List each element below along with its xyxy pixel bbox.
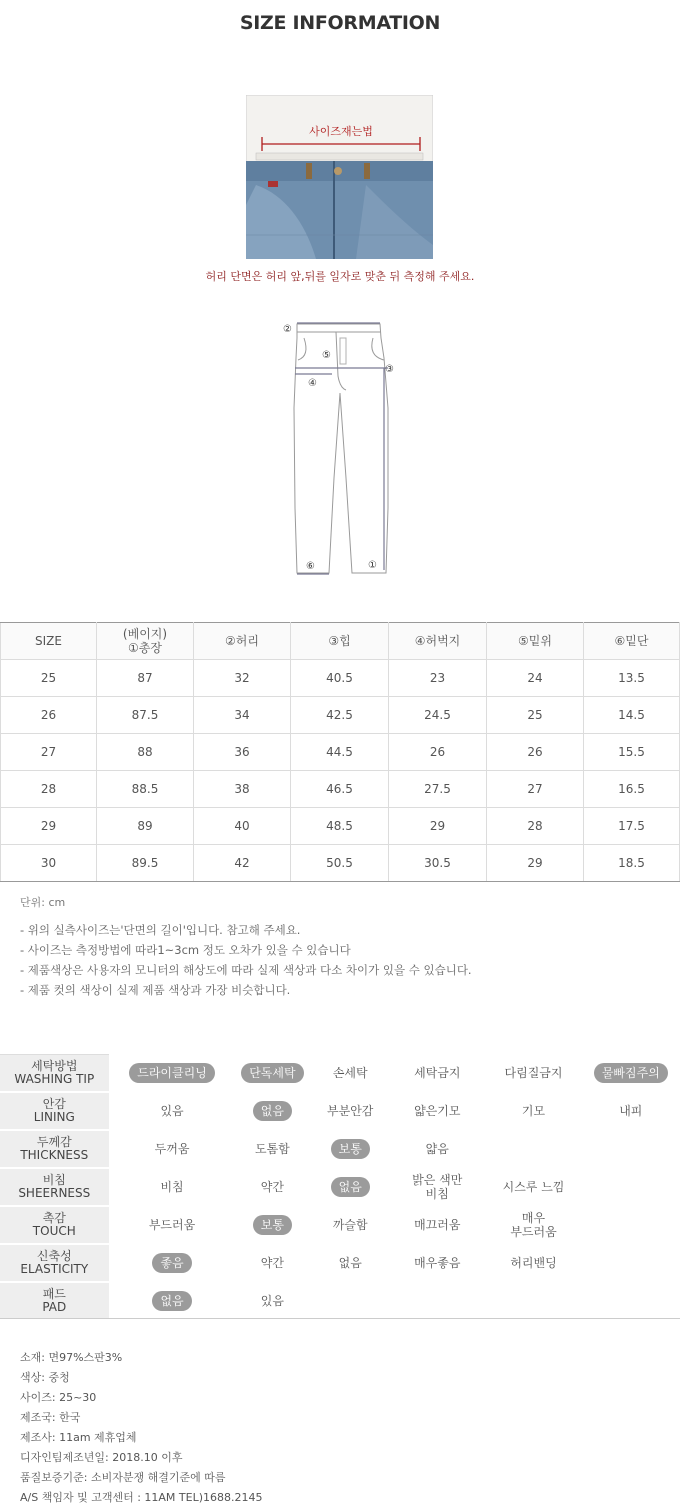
fabric-option-cell <box>311 1168 389 1206</box>
fabric-label-ko: 비침 <box>42 1173 66 1187</box>
fabric-option-cell <box>233 1055 311 1093</box>
fabric-option-cell <box>389 1168 485 1206</box>
header-waist: ②허리 <box>194 623 291 660</box>
page-title: SIZE INFORMATION <box>239 12 441 34</box>
table-cell: 50.5 <box>291 845 389 882</box>
selected-option-badge: 없음 <box>331 1177 370 1197</box>
fabric-option-cell <box>110 1244 234 1282</box>
option-label: 없음 <box>338 1256 362 1270</box>
table-cell: 15.5 <box>584 734 680 771</box>
selected-option-badge: 단독세탁 <box>241 1063 303 1083</box>
fabric-option-cell <box>582 1168 680 1206</box>
fabric-option-cell <box>485 1055 581 1093</box>
info-as-center: A/S 책임자 및 고객센터 : 11AM TEL)1688.2145 <box>20 1491 263 1504</box>
measure-caption: 사이즈재는법 <box>309 125 373 138</box>
fabric-row <box>0 1055 680 1093</box>
fabric-label-ko: 안감 <box>42 1097 66 1111</box>
table-cell: 27 <box>487 771 584 808</box>
option-label: 시스루 느낌 <box>502 1180 565 1194</box>
table-row <box>1 660 680 697</box>
info-size: 사이즈: 25~30 <box>20 1391 97 1404</box>
fabric-row <box>0 1206 680 1244</box>
fabric-option-cell <box>389 1244 485 1282</box>
info-date: 디자인팀제조년일: 2018.10 이후 <box>20 1451 183 1464</box>
unit-label: 단위: cm <box>20 896 66 909</box>
table-cell: 34 <box>194 697 291 734</box>
header-rise: ⑤밑위 <box>487 623 584 660</box>
info-maker: 제조사: 11am 제휴업체 <box>20 1431 137 1444</box>
fabric-label-en: TOUCH <box>32 1224 76 1238</box>
selected-option-badge: 보통 <box>331 1139 370 1159</box>
option-label: 있음 <box>260 1294 284 1308</box>
fabric-option-cell <box>110 1055 234 1093</box>
table-cell: 38 <box>194 771 291 808</box>
fabric-option-cell <box>311 1282 389 1320</box>
option-label: 비침 <box>160 1180 184 1194</box>
table-row <box>1 734 680 771</box>
table-cell: 27.5 <box>389 771 487 808</box>
table-cell: 28 <box>487 808 584 845</box>
diagram-label-thigh: ④ <box>308 378 317 389</box>
table-row <box>1 808 680 845</box>
table-cell: 27 <box>1 734 97 771</box>
fabric-option-cell <box>110 1092 234 1130</box>
product-info <box>20 1348 263 1508</box>
table-cell: 25 <box>1 660 97 697</box>
fabric-option-cell <box>311 1206 389 1244</box>
selected-option-badge: 드라이클리닝 <box>129 1063 215 1083</box>
table-cell: 44.5 <box>291 734 389 771</box>
table-cell: 18.5 <box>584 845 680 882</box>
option-label: 약간 <box>260 1180 284 1194</box>
option-label: 매우좋음 <box>414 1256 461 1270</box>
table-cell: 40.5 <box>291 660 389 697</box>
table-cell: 14.5 <box>584 697 680 734</box>
note-item: - 제품 컷의 색상이 실제 제품 색상과 가장 비슷합니다. <box>20 983 291 997</box>
diagram-label-hip: ③ <box>385 364 394 375</box>
note-item: - 사이즈는 측정방법에 따라1~3cm 정도 오차가 있을 수 있습니다 <box>20 943 351 957</box>
fabric-label-en: THICKNESS <box>20 1148 89 1162</box>
option-label: 두꺼움 <box>154 1142 190 1156</box>
table-cell: 46.5 <box>291 771 389 808</box>
fabric-label-ko: 신축성 <box>36 1249 72 1263</box>
table-cell: 29 <box>389 808 487 845</box>
header-length-label: ①총장 <box>128 641 162 655</box>
table-cell: 32 <box>194 660 291 697</box>
fabric-option-cell <box>582 1092 680 1130</box>
option-label: 매끄러움 <box>414 1218 461 1232</box>
option-label: 다림질금지 <box>504 1065 563 1080</box>
fabric-option-cell <box>110 1168 234 1206</box>
fabric-option-cell <box>582 1130 680 1168</box>
fabric-option-cell <box>485 1282 581 1320</box>
option-label: 까슬함 <box>332 1218 368 1232</box>
table-cell: 36 <box>194 734 291 771</box>
fabric-option-cell <box>311 1244 389 1282</box>
fabric-option-cell <box>582 1055 680 1093</box>
selected-option-badge: 없음 <box>152 1291 191 1311</box>
fabric-label-ko: 촉감 <box>42 1211 66 1225</box>
table-cell: 88 <box>97 734 194 771</box>
option-label: 매우 부드러움 <box>510 1211 557 1239</box>
table-cell: 13.5 <box>584 660 680 697</box>
info-country: 제조국: 한국 <box>20 1411 81 1424</box>
selected-option-badge: 좋음 <box>152 1253 191 1273</box>
fabric-option-cell <box>110 1206 234 1244</box>
fabric-row-header <box>0 1092 110 1130</box>
fabric-row-header <box>0 1130 110 1168</box>
divider <box>0 1318 680 1319</box>
table-cell: 42 <box>194 845 291 882</box>
fabric-option-cell <box>389 1130 485 1168</box>
fabric-option-cell <box>582 1282 680 1320</box>
table-cell: 87 <box>97 660 194 697</box>
fabric-row-header <box>0 1168 110 1206</box>
fabric-label-ko: 세탁방법 <box>31 1059 78 1073</box>
info-color: 색상: 중청 <box>20 1371 70 1384</box>
selected-option-badge: 없음 <box>253 1101 292 1121</box>
fabric-option-cell <box>582 1244 680 1282</box>
fabric-info-table <box>0 1054 680 1321</box>
table-cell: 24.5 <box>389 697 487 734</box>
fabric-option-cell <box>233 1092 311 1130</box>
fabric-row <box>0 1244 680 1282</box>
table-cell: 42.5 <box>291 697 389 734</box>
table-cell: 40 <box>194 808 291 845</box>
table-cell: 25 <box>487 697 584 734</box>
table-row <box>1 771 680 808</box>
header-hem: ⑥밑단 <box>584 623 680 660</box>
measure-note: 허리 단면은 허리 앞,뒤를 일자로 맞춘 뒤 측정해 주세요. <box>205 270 475 283</box>
diagram-label-length: ① <box>368 560 377 571</box>
header-color-note: (베이지) <box>122 627 168 641</box>
fabric-option-cell <box>110 1130 234 1168</box>
table-cell: 17.5 <box>584 808 680 845</box>
fabric-row <box>0 1168 680 1206</box>
table-cell: 24 <box>487 660 584 697</box>
option-label: 얇은기모 <box>414 1104 461 1118</box>
fabric-option-cell <box>485 1130 581 1168</box>
option-label: 밝은 색만 비침 <box>412 1173 463 1201</box>
table-cell: 30 <box>1 845 97 882</box>
table-cell: 88.5 <box>97 771 194 808</box>
table-cell: 26 <box>389 734 487 771</box>
fabric-option-cell <box>389 1206 485 1244</box>
table-cell: 89 <box>97 808 194 845</box>
option-label: 허리밴딩 <box>510 1256 557 1270</box>
table-cell: 48.5 <box>291 808 389 845</box>
table-cell: 29 <box>1 808 97 845</box>
table-row <box>1 697 680 734</box>
fabric-option-cell <box>311 1055 389 1093</box>
fabric-option-cell <box>233 1282 311 1320</box>
fabric-option-cell <box>485 1092 581 1130</box>
fabric-label-en: WASHING TIP <box>14 1072 95 1086</box>
fabric-row-header <box>0 1206 110 1244</box>
fabric-label-en: LINING <box>33 1110 75 1124</box>
fabric-option-cell <box>485 1244 581 1282</box>
table-cell: 29 <box>487 845 584 882</box>
fabric-row-header <box>0 1282 110 1320</box>
size-table-header <box>1 623 680 660</box>
selected-option-badge: 물빠짐주의 <box>594 1063 668 1083</box>
fabric-row <box>0 1092 680 1130</box>
fabric-label-ko: 두께감 <box>36 1135 72 1149</box>
fabric-label-ko: 패드 <box>42 1287 66 1301</box>
diagram-label-rise: ⑤ <box>322 350 331 361</box>
option-label: 약간 <box>260 1256 284 1270</box>
table-cell: 23 <box>389 660 487 697</box>
fabric-option-cell <box>389 1092 485 1130</box>
selected-option-badge: 보통 <box>253 1215 292 1235</box>
option-label: 손세탁 <box>332 1065 368 1080</box>
note-item: - 위의 실측사이즈는'단면의 길이'입니다. 참고해 주세요. <box>20 923 301 937</box>
option-label: 부분안감 <box>327 1104 374 1118</box>
fabric-row-header <box>0 1055 110 1093</box>
fabric-option-cell <box>233 1130 311 1168</box>
notes-list <box>20 920 472 1000</box>
table-cell: 89.5 <box>97 845 194 882</box>
table-cell: 28 <box>1 771 97 808</box>
fabric-label-en: PAD <box>42 1300 67 1314</box>
fabric-option-cell <box>311 1092 389 1130</box>
header-size: SIZE <box>1 623 97 660</box>
header-thigh: ④허벅지 <box>389 623 487 660</box>
option-label: 부드러움 <box>148 1218 196 1232</box>
fabric-row <box>0 1282 680 1320</box>
fabric-row <box>0 1130 680 1168</box>
option-label: 도톰함 <box>255 1142 290 1156</box>
fabric-option-cell <box>311 1130 389 1168</box>
diagram-label-waist: ② <box>283 324 292 335</box>
jeans-diagram <box>280 318 400 583</box>
fabric-option-cell <box>233 1206 311 1244</box>
option-label: 있음 <box>160 1104 184 1118</box>
fabric-option-cell <box>485 1168 581 1206</box>
fabric-label-en: SHEERNESS <box>18 1186 91 1200</box>
fabric-row-header <box>0 1244 110 1282</box>
info-warranty: 품질보증기준: 소비자분쟁 해결기준에 따름 <box>20 1471 226 1484</box>
fabric-option-cell <box>389 1282 485 1320</box>
fabric-option-cell <box>233 1168 311 1206</box>
option-label: 기모 <box>521 1104 546 1118</box>
header-length <box>97 623 194 660</box>
size-table <box>0 622 680 882</box>
option-label: 내피 <box>619 1104 643 1118</box>
fabric-label-en: ELASTICITY <box>20 1262 89 1276</box>
info-material: 소재: 면97%스판3% <box>20 1351 123 1364</box>
fabric-option-cell <box>389 1055 485 1093</box>
table-row <box>1 845 680 882</box>
table-cell: 16.5 <box>584 771 680 808</box>
option-label: 얇음 <box>425 1142 449 1156</box>
table-cell: 26 <box>487 734 584 771</box>
fabric-option-cell <box>485 1206 581 1244</box>
option-label: 세탁금지 <box>414 1065 461 1080</box>
note-item: - 제품색상은 사용자의 모니터의 해상도에 따라 실제 색상과 다소 차이가 있을 수 있습니다. <box>20 963 472 977</box>
fabric-option-cell <box>582 1206 680 1244</box>
table-cell: 26 <box>1 697 97 734</box>
header-hip: ③힙 <box>291 623 389 660</box>
table-cell: 87.5 <box>97 697 194 734</box>
fabric-option-cell <box>110 1282 234 1320</box>
jeans-waist-photo <box>246 95 433 259</box>
table-cell: 30.5 <box>389 845 487 882</box>
fabric-option-cell <box>233 1244 311 1282</box>
diagram-label-hem: ⑥ <box>306 561 315 572</box>
